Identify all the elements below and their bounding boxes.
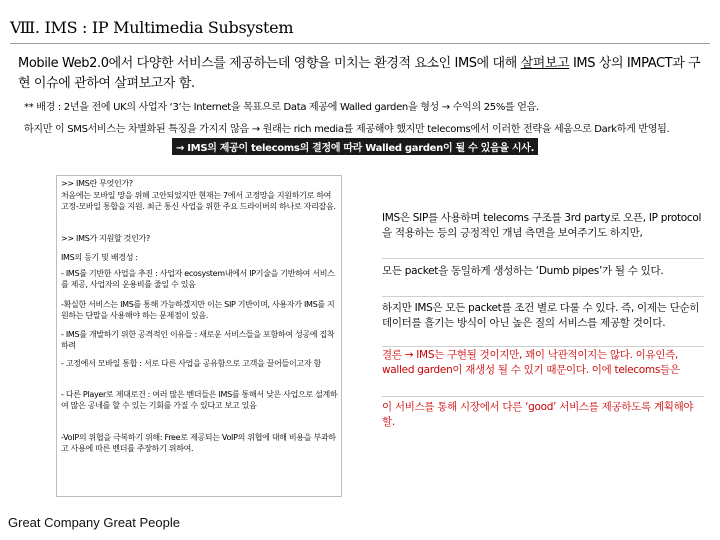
- right-item: 하지만 IMS은 모든 packet를 조건 별로 다룰 수 있다. 즉, 이제는 단순히 데이터를 흘기는 방식이 아닌 높은 질의 서비스를 제공할 것이다.: [382, 302, 700, 329]
- intro-after: IMS 상의 IMPACT과 구현 이슈에 관하여 살펴보고자 함.: [18, 56, 701, 91]
- right-item-recommendation: 이 서비스를 통해 시장에서 다른 ‘good’ 서비스를 제공하도록 계획해야 할.: [382, 401, 694, 428]
- highlight-banner: → IMS의 제공이 telecoms의 결정에 따라 Walled garden이 될 수 있음을 시사.: [172, 138, 538, 155]
- right-item: IMS은 SIP를 사용하며 telecoms 구조를 3rd party로 오픈, IP protocol을 적용하는 등의 긍정적인 개념 측면을 보여주기도 하지만,: [382, 212, 702, 239]
- list-item: >> IMS란 무엇인가?: [61, 179, 133, 188]
- list-item: - 고정에서 모바일 통합 : 서로 다른 사업을 공유함으로 고객을 끌어들이고자 함: [61, 359, 321, 368]
- right-divider: [382, 346, 704, 347]
- list-item: IMS의 등기 및 배경성 :: [61, 253, 138, 262]
- right-divider: [382, 258, 704, 259]
- list-item: -VoIP의 위협을 극복하기 위해: Free로 제공되는 VoIP의 위협에 대해 비용을 부과하고 사용에 따른 벤더를 주장하기 위하여.: [61, 433, 336, 453]
- right-divider: [382, 396, 704, 397]
- right-divider: [382, 296, 704, 297]
- intro-underlined: 살펴보고: [520, 56, 570, 71]
- intro-before: Mobile Web2.0에서 다양한 서비스를 제공하는데 영향을 미치는 환경적 요소인 IMS에 대해: [18, 56, 521, 71]
- intro-text: [18, 54, 708, 94]
- page-title: Ⅷ. IMS : IP Multimedia Subsystem: [10, 18, 294, 37]
- ims-details-box: [56, 175, 342, 497]
- footer-slogan: Great Company Great People: [8, 515, 180, 530]
- list-item: -확실한 서비스는 IMS를 통해 가능하겠지만 이는 SIP 기반이며, 사용자가 IMS를 지원하는 단말을 사용해야 하는 문제점이 있음.: [61, 300, 335, 320]
- list-item: - IMS를 기반한 사업을 추진 : 사업자 ecosystem내에서 IP기술을 기반하여 서비스를 제공, 사업자의 운용비를 줄일 수 있음: [61, 269, 335, 289]
- list-item: 처음에는 모바일 망을 위해 고안되었지만 현재는 7에서 고정망을 지원하기로 하여 고정-모바일 통합을 지원. 최근 통신 사업을 위한 주요 드라이버의 하나로 자리잡음.: [61, 191, 336, 211]
- list-item: - IMS를 개발하기 위한 공격적인 이유들 : 새로운 서비스들을 포함하여 성공에 집착하려: [61, 330, 335, 350]
- background-note: ** 배경 : 2년을 전에 UK의 사업자 ‘3’는 Internet을 목표으로 Data 제공에 Walled garden을 형성 → 수익의 25%를 얻음.: [24, 102, 539, 113]
- summary-paragraph: 하지만 이 SMS서비스는 차별화된 특징을 가지지 않음 → 원래는 rich media를 제공해야 했지만 telecoms에서 이러한 전략을 세움으로 Dark하게 반영됨.: [24, 124, 670, 135]
- list-item: - 다른 Player로 제대로건 : 여러 많은 벤더들은 IMS를 통해서 낮은 사업으로 설계하여 많은 공네를 할 수 있는 기회를 가질 수 있다고 보고 있음: [61, 390, 338, 410]
- right-item-conclusion: 결론 → IMS는 구현될 것이지만, 꽤이 낙관적이지는 않다. 이유인즉, walled garden이 재생성 될 수 있기 때문이다. 이에 telecoms들은: [382, 349, 680, 376]
- right-item: 모든 packet을 동일하게 생성하는 ‘Dumb pipes’가 될 수 있다.: [382, 265, 664, 277]
- list-item: >> IMS가 지원할 것인가?: [61, 234, 150, 243]
- title-divider: [10, 43, 710, 44]
